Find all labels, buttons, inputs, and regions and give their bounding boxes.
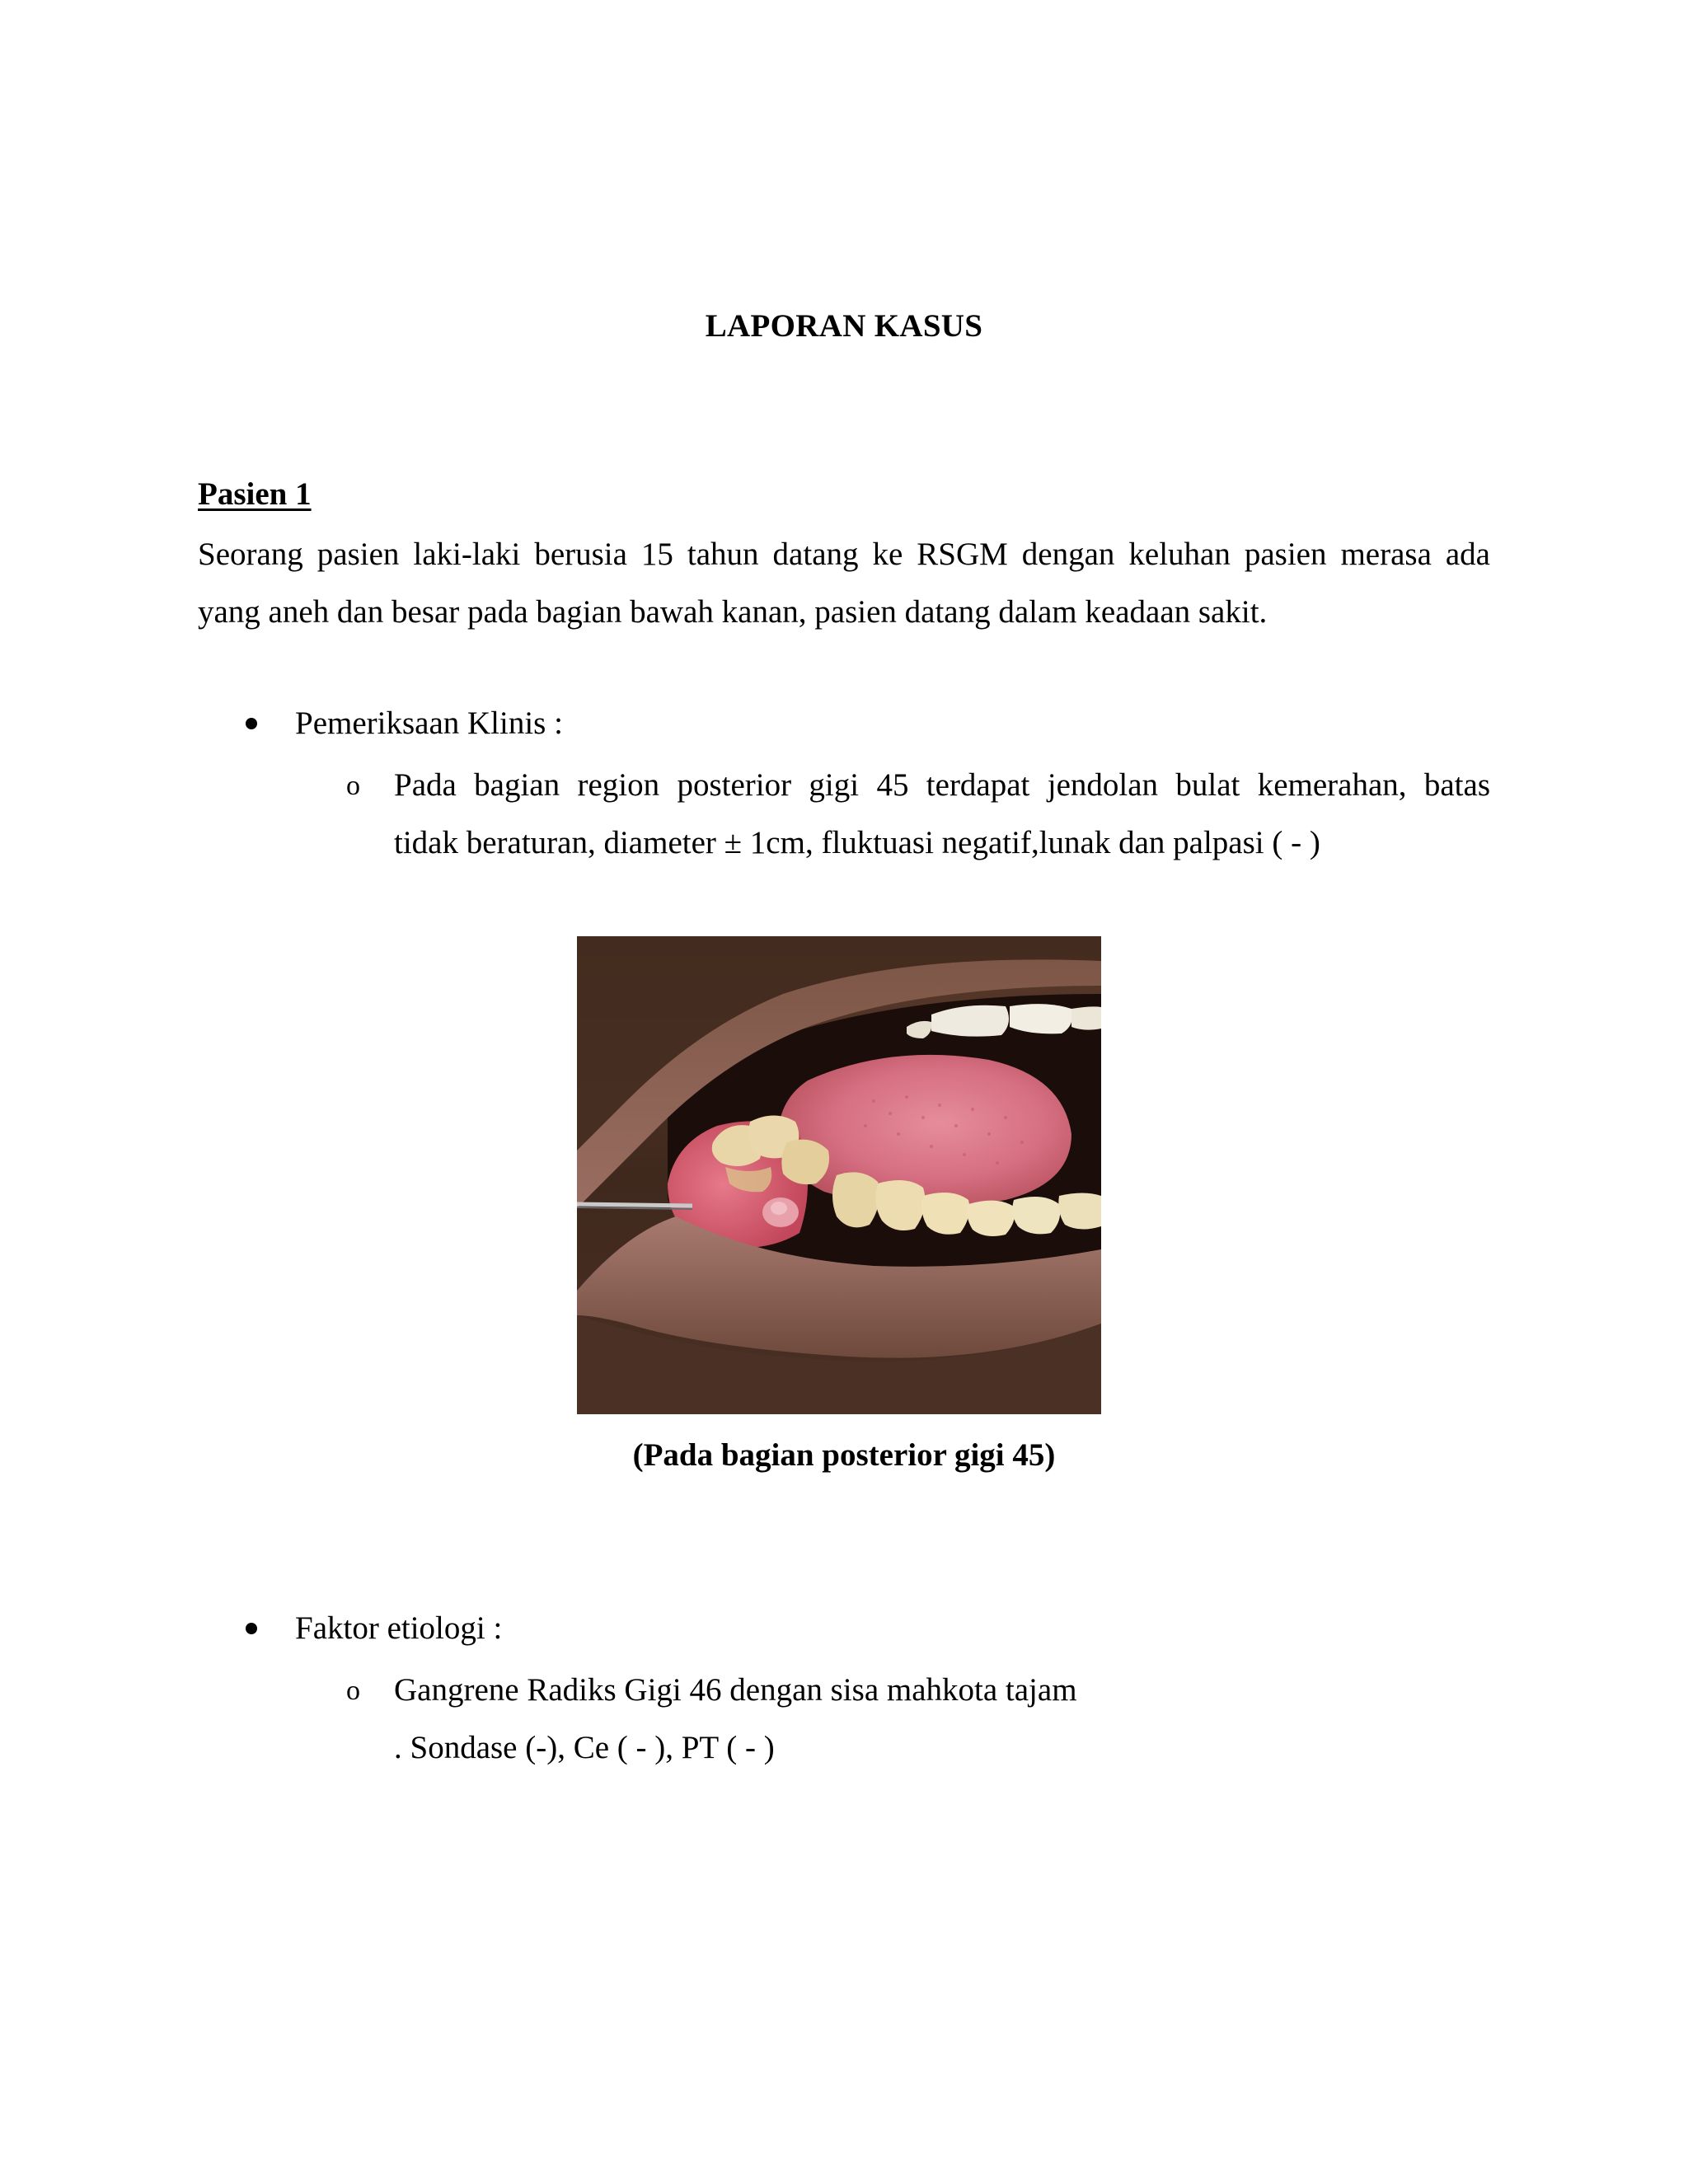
clinical-photo xyxy=(577,936,1101,1414)
bullet-icon xyxy=(246,1623,257,1634)
intro-line-2: yang aneh dan besar pada bagian bawah kanan, pasien datang dalam keadaan sakit. xyxy=(198,594,1268,630)
mouth-illustration xyxy=(577,936,1101,1414)
etiology-label: Faktor etiologi : xyxy=(295,1610,503,1646)
etiology-line-2: . Sondase (-), Ce ( - ), PT ( - ) xyxy=(394,1730,775,1765)
intro-line-1: Seorang pasien laki-laki berusia 15 tahun datang ke RSGM dengan keluhan pasien merasa ada xyxy=(198,537,1490,572)
clinical-exam-text xyxy=(394,757,1490,872)
clinical-exam-line-2: tidak beraturan, diameter ± 1cm, fluktuasi negatif,lunak dan palpasi ( - ) xyxy=(394,825,1320,860)
document-title: LAPORAN KASUS xyxy=(705,308,983,344)
etiology-line-1: Gangrene Radiks Gigi 46 dengan sisa mahkota tajam xyxy=(394,1672,1077,1708)
clinical-exam-line-1: Pada bagian region posterior gigi 45 terdapat jendolan bulat kemerahan, batas xyxy=(394,767,1490,803)
patient-heading: Pasien 1 xyxy=(198,476,312,512)
figure-caption: (Pada bagian posterior gigi 45) xyxy=(632,1437,1056,1473)
sub-bullet-marker: o xyxy=(346,771,360,801)
clinical-exam-label: Pemeriksaan Klinis : xyxy=(295,705,563,741)
sub-bullet-marker: o xyxy=(346,1675,360,1706)
etiology-text xyxy=(394,1661,1490,1777)
intro-paragraph xyxy=(198,526,1490,641)
bullet-icon xyxy=(246,718,257,729)
